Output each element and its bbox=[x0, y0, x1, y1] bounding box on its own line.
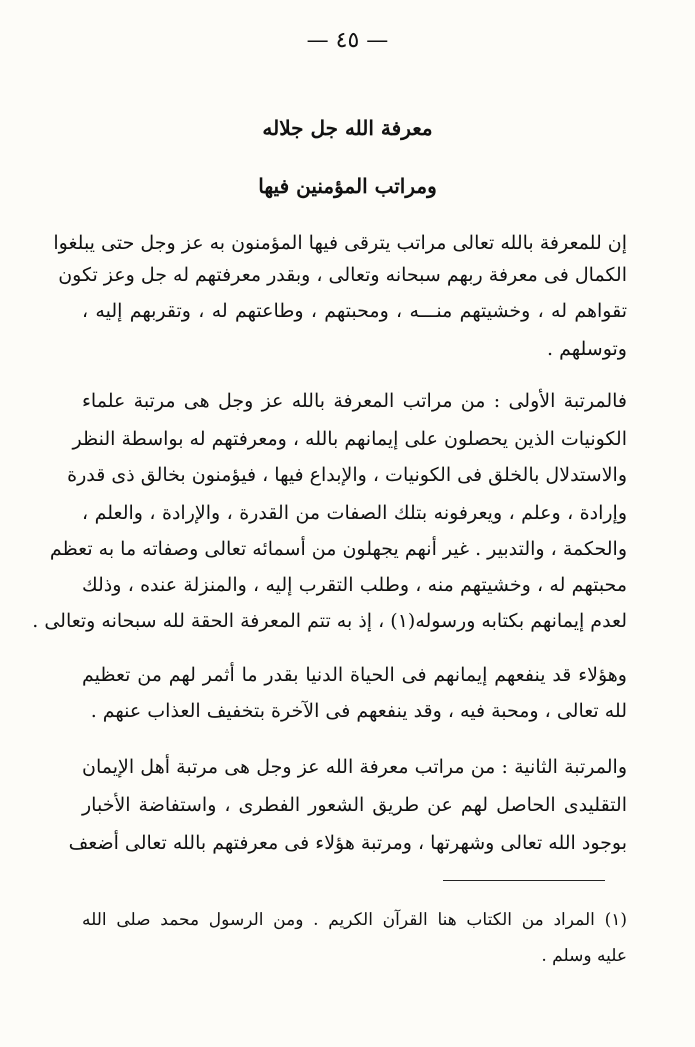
paragraph-3-line-1: وهؤلاء قد ينفعهم إيمانهم فى الحياة الدنيا بقدر ما أثمر لهم من تعظيم bbox=[82, 664, 627, 686]
page-number: — ٤٥ — bbox=[306, 28, 389, 53]
paragraph-1-line-2: الكمال فى معرفة ربهم سبحانه وتعالى ، وبقدر معرفتهم له جل وعز تكون bbox=[58, 264, 627, 286]
footnote-separator bbox=[443, 880, 605, 881]
paragraph-3-line-2: لله تعالى ، ومحبة فيه ، وقد ينفعهم فى الآخرة بتخفيف العذاب عنهم . bbox=[90, 700, 627, 722]
paragraph-1-line-1: إن للمعرفة بالله تعالى مراتب يترقى فيها المؤمنون به عز وجل حتى يبلغوا bbox=[53, 232, 627, 254]
paragraph-2-line-4: وإرادة ، وعلم ، ويعرفونه بتلك الصفات من القدرة ، والإرادة ، والعلم ، bbox=[82, 502, 627, 524]
chapter-subtitle: ومراتب المؤمنين فيها bbox=[258, 174, 437, 198]
footnote-line-2: عليه وسلم . bbox=[541, 946, 627, 966]
paragraph-2-line-1: فالمرتبة الأولى : من مراتب المعرفة بالله عز وجل هى مرتبة علماء bbox=[82, 390, 627, 412]
paragraph-2-line-7: لعدم إيمانهم بكتابه ورسوله(١) ، إذ به تتم المعرفة الحقة لله سبحانه وتعالى . bbox=[32, 610, 627, 632]
paragraph-1-line-3: تقواهم له ، وخشيتهم منـــه ، ومحبتهم ، وطاعتهم له ، وتقربهم إليه ، bbox=[82, 300, 627, 322]
paragraph-4-line-2: التقليدى الحاصل لهم عن طريق الشعور الفطرى ، واستفاضة الأخبار bbox=[82, 794, 627, 816]
paragraph-2-line-3: والاستدلال بالخلق فى الكونيات ، والإبداع فيها ، فيؤمنون بخالق ذى قدرة bbox=[67, 464, 627, 486]
paragraph-4-line-1: والمرتبة الثانية : من مراتب معرفة الله عز وجل هى مرتبة أهل الإيمان bbox=[82, 756, 627, 778]
paragraph-2-line-5: والحكمة ، والتدبير . غير أنهم يجهلون من أسمائه تعالى وصفاته ما به تعظم bbox=[49, 538, 627, 560]
paragraph-4-line-3: بوجود الله تعالى وشهرتها ، ومرتبة هؤلاء فى معرفتهم بالله تعالى أضعف bbox=[68, 832, 627, 854]
paragraph-2-line-2: الكونيات الذين يحصلون على إيمانهم بالله ، ومعرفتهم له بواسطة النظر bbox=[72, 428, 627, 450]
footnote-line-1: (١) المراد من الكتاب هنا القرآن الكريم . ومن الرسول محمد صلى الله bbox=[82, 910, 627, 930]
paragraph-2-line-6: محبتهم له ، وخشيتهم منه ، وطلب التقرب إليه ، والمنزلة عنده ، وذلك bbox=[82, 574, 627, 596]
paragraph-1-line-4: وتوسلهم . bbox=[547, 338, 627, 360]
chapter-title: معرفة الله جل جلاله bbox=[262, 116, 433, 140]
